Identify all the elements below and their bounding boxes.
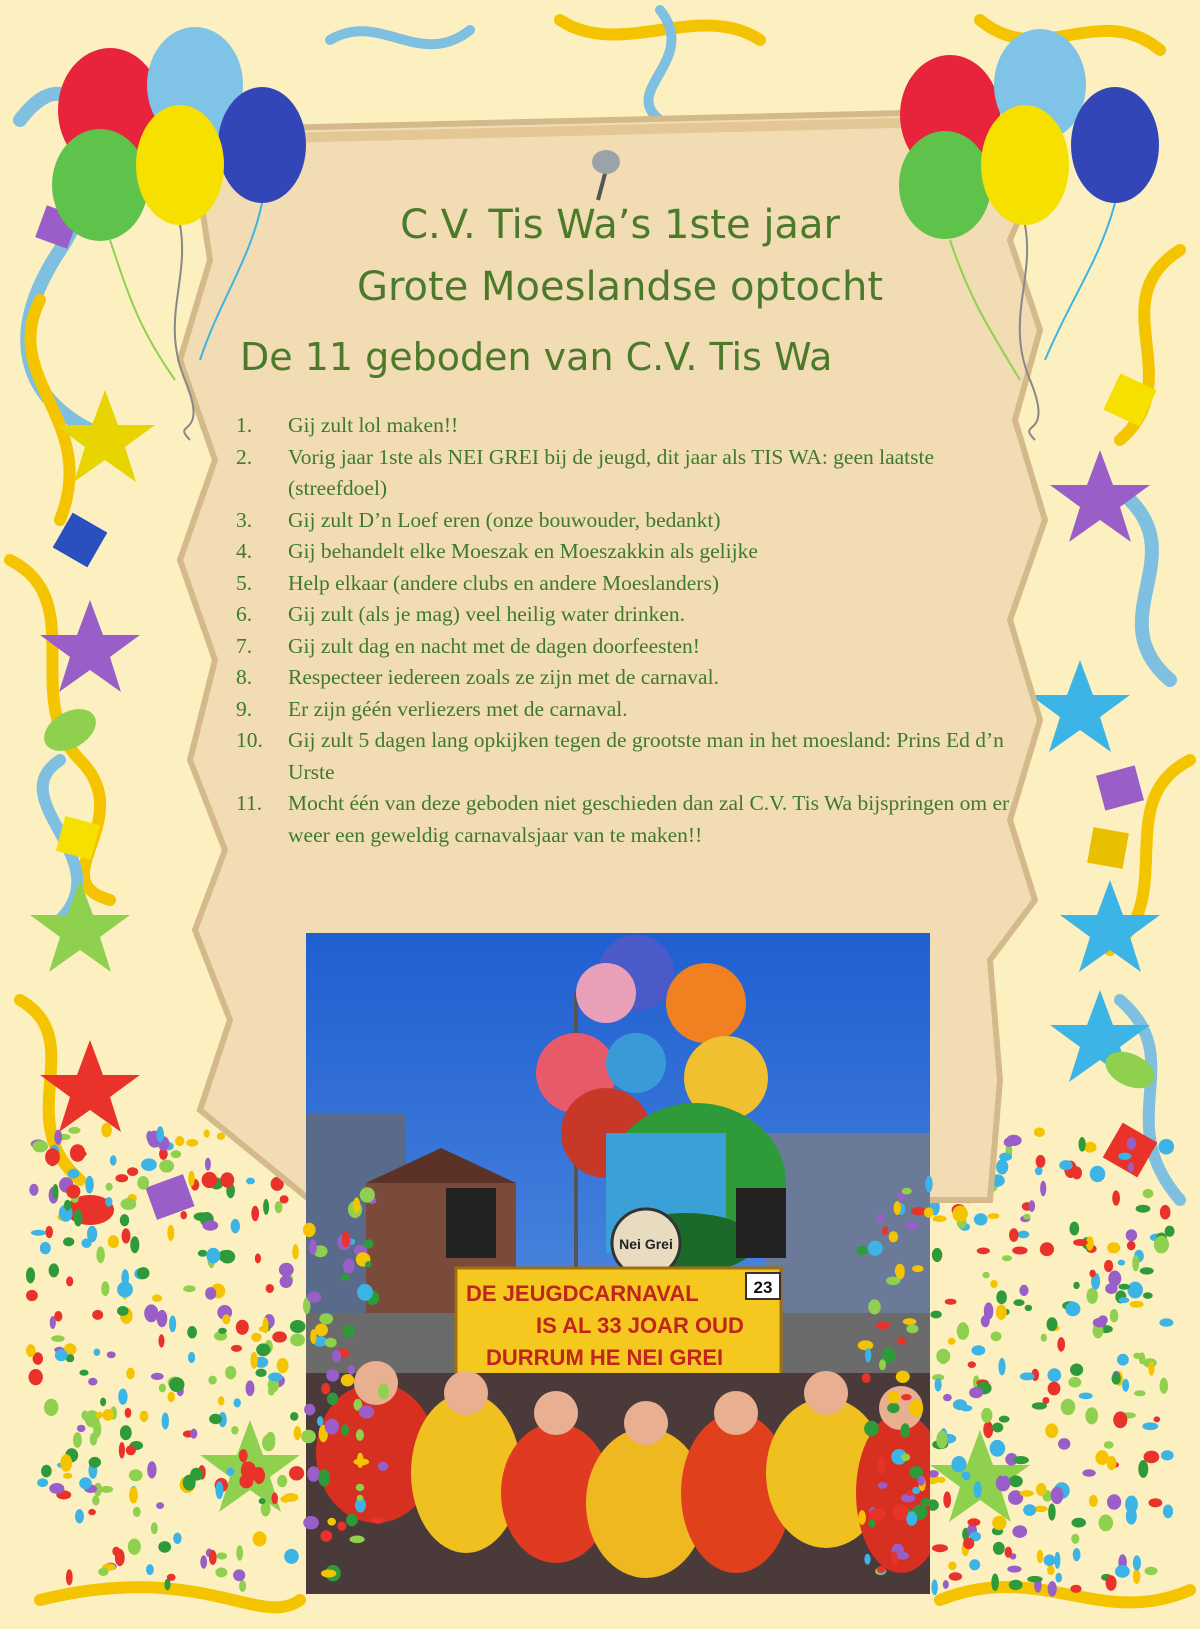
list-item — [236, 694, 1016, 726]
rule-number: 9. — [236, 696, 253, 721]
float-number: 23 — [753, 1278, 773, 1297]
rule-number: 4. — [236, 539, 253, 563]
rule-text: Mocht één van deze geboden niet geschieden dan zal C.V. Tis Wa bijspringen om er weer een geweldig carnavalsjaar van te maken!! — [288, 791, 1010, 847]
rule-number: 3. — [236, 507, 253, 532]
rule-number: 1. — [236, 413, 253, 437]
rule-number: 6. — [236, 602, 253, 626]
rule-number: 10. — [236, 728, 263, 752]
list-item — [236, 442, 1016, 505]
list-item — [236, 599, 1016, 631]
rule-number: 7. — [236, 633, 253, 658]
rule-text: Gij zult dag en nacht met de dagen doorfeesten! — [288, 633, 700, 658]
carnival-float-photo — [306, 933, 930, 1594]
rule-number: 11. — [236, 791, 263, 815]
rule-text: Er zijn géén verliezers met de carnaval. — [288, 696, 628, 721]
rule-text: Vorig jaar 1ste als NEI GREI bij de jeugd, dit jaar als TIS WA: geen laatste (streefdoel) — [288, 444, 935, 500]
rule-number: 5. — [236, 570, 253, 595]
rule-text: Gij zult 5 dagen lang opkijken tegen de grootste man in het moesland: Prins Ed d’n Urste — [288, 728, 1004, 784]
poster-title-line2: Grote Moeslandse optocht — [356, 264, 884, 310]
rule-text: Help elkaar (andere clubs en andere Moeslanders) — [288, 570, 719, 595]
rule-text: Gij zult lol maken!! — [288, 413, 459, 437]
list-item — [236, 568, 1016, 600]
list-item — [236, 788, 1016, 851]
list-item — [236, 410, 1016, 442]
list-item — [236, 505, 1016, 537]
list-item — [236, 631, 1016, 663]
crowd — [306, 1361, 930, 1594]
list-item — [236, 662, 1016, 694]
rule-number: 2. — [236, 444, 253, 469]
rule-text: Gij zult D’n Loef eren (onze bouwouder, bedankt) — [288, 507, 721, 532]
list-item — [236, 725, 1016, 788]
banner-line3: DURRUM HE NEI GREI — [486, 1345, 724, 1370]
poster-title-line1: C.V. Tis Wa’s 1ste jaar — [400, 202, 840, 248]
rule-text: Gij behandelt elke Moeszak en Moeszakkin als gelijke — [288, 539, 758, 563]
rule-text: Gij zult (als je mag) veel heilig water drinken. — [288, 602, 686, 626]
banner-line2: IS AL 33 JOAR OUD — [536, 1313, 744, 1338]
commandments-heading: De 11 geboden van C.V. Tis Wa — [240, 335, 833, 379]
banner-line1: DE JEUGDCARNAVAL — [466, 1281, 699, 1306]
rule-text: Respecteer iedereen zoals ze zijn met de carnaval. — [288, 665, 719, 689]
list-item — [236, 536, 1016, 568]
commandments-list — [236, 410, 1016, 851]
logo-text: Nei Grei — [619, 1236, 673, 1252]
rule-number: 8. — [236, 665, 253, 689]
